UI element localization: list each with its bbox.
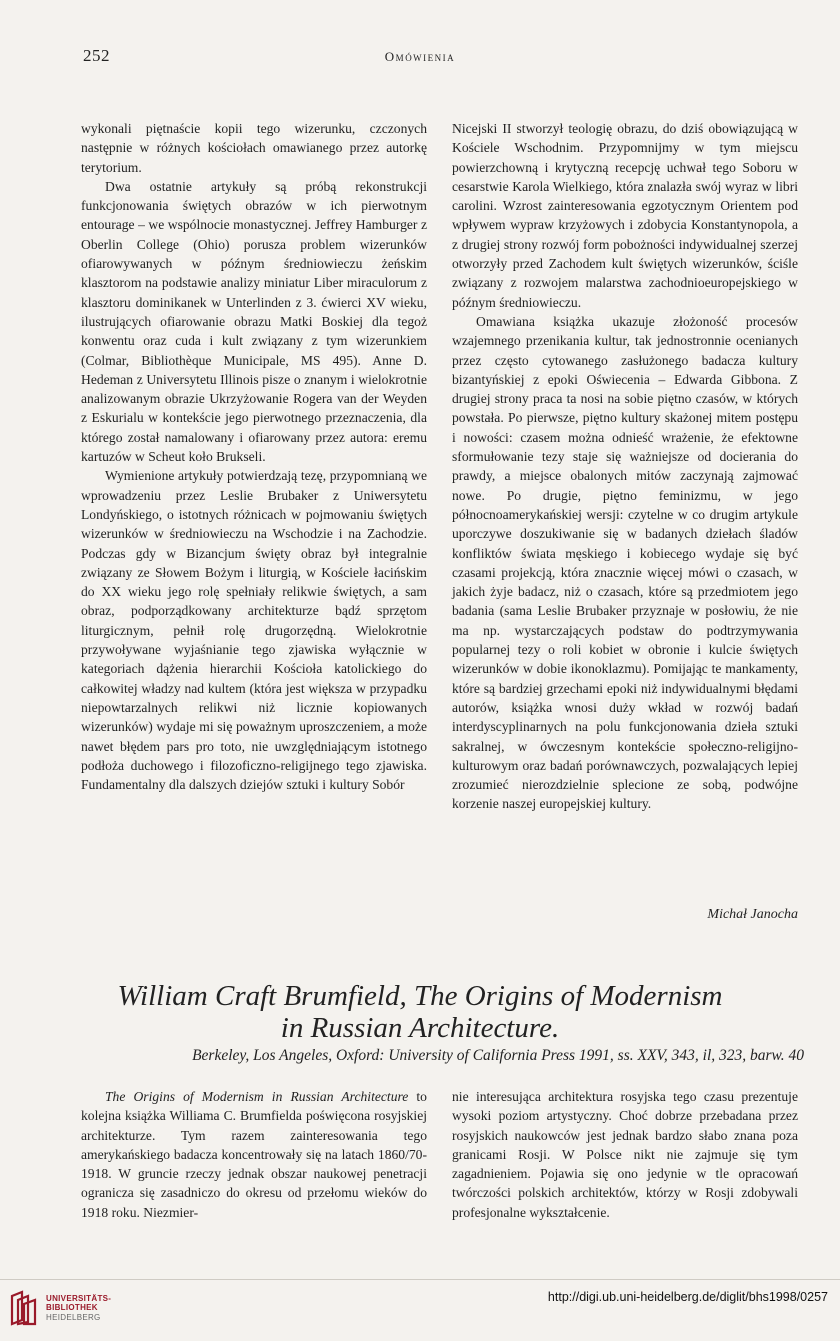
paragraph: wykonali piętnaście kopii tego wizerunku, czczonych następnie w różnych kościołach omawianego przez autorkę terytorium. (81, 121, 427, 175)
review-title-line: in Russian Architecture. (280, 1012, 560, 1044)
paragraph: Wymienione artykuły potwierdzają tezę, przypomnianą we wprowadzeniu przez Leslie Brubaker z Uniwersytetu Londyńskiego, o istotnych różnicach w pojmowaniu świętych wizerunków w średniowieczu na Wschodzie i na Zachodzie. Podczas gdy w Bizancjum święty obraz był integralnie związany ze Słowem Bożym i liturgią, w Kościele łacińskim do XX wieku jego rolę spełniały relikwie świętych, a sam obraz, podporządkowany architekturze bądź sprzętom liturgicznym, pełnił rolę drugorzędną. Wielokrotnie przywoływane wyjaśnianie tego zjawiska wyłącznie w kategoriach dążenia hierarchii Kościoła katolickiego do całkowitej władzy nad kultem (która jest większa w przypadku niepowtarzalnych relikwi niż licznie kopiowanych wizerunków) wydaje mi się poważnym uproszczeniem, a może nawet błędem pars pro toto, nie uwzględniającym istotnego podłoża duchowego i filozoficzno-religijnego tego zjawiska. Fundamentalny dla dalszych dziejów sztuki i kultury Sobór (81, 468, 427, 793)
running-head: Omówienia (384, 49, 456, 64)
paragraph: Nicejski II stworzył teologię obrazu, do dziś obowiązującą w Kościele Wschodnim. Przypomnijmy w tym miejscu powierzchowną i krytyczną recepcję uchwał tego Soboru w cesarstwie Karola Wielkiego, która znalazła swój wyraz w libri carolini. Wzrost zainteresowania egzotycznym Orientem pod wpływem wypraw krzyżowych i zdobycia Konstantynopola, a z drugiej strony rozwój form pobożności indywidualnej szerzej otworzyły przed Zachodem kult świętych wizerunków, ściśle związany z rozwojem malarstwa zachodnioeuropejskiego w późnym średniowieczu. (452, 121, 798, 310)
previous-review-left-column (81, 119, 427, 794)
source-url-link[interactable]: http://digi.ub.uni-heidelberg.de/diglit/bhs1998/0257 (547, 1290, 828, 1304)
book-title: The Origins of Modernism in Russian Architecture (105, 1089, 409, 1104)
review-title-line: William Craft Brumfield, The Origins of Modernism (117, 980, 723, 1012)
library-name-line: BIBLIOTHEK (46, 1303, 98, 1313)
page-number: 252 (83, 46, 110, 65)
footer-divider (0, 1279, 840, 1280)
publication-details: Berkeley, Los Angeles, Oxford: University of California Press 1991, ss. XXV, 343, il, 323, barw. 40 (192, 1047, 804, 1064)
paragraph (81, 1087, 427, 1222)
paragraph: Omawiana książka ukazuje złożoność procesów wzajemnego przenikania kultur, tak jednostronnie ocenianych przez często cytowanego zasłużonego badacza kultury bizantyńskiej z epoki Oświecenia – Edwarda Gibbona. Z drugiej strony praca ta nosi na sobie piętno czasów, w których powstała. Po pierwsze, piętno kultury skażonej mitem postępu i nowości: czasem można odnieść wrażenie, że efektowne sformułowanie tezy staje się ważniejsze od docierania do prawdy, a miejsce obalonych mitów zaczynają zajmować nowe. Po drugie, piętno feminizmu, w jego północnoamerykańskiej wersji: czytelne w co drugim artykule uporczywe doszukiwanie się w badanych dziełach śladów konfliktów świata męskiego i kobiecego wydaje się być czasami projekcją, która znacznie więcej mówi o czasach, w jakich żyje badacz, niż o czasach, które są przedmiotem jego badania (sama Leslie Brubaker przyznaje w posłowiu, że nie ma np. wystarczających podstaw do podtrzymywania popularnej tezy o roli kobiet w obronie i kulcie świętych wizerunków w dobie ikonoklazmu). Pomijając te mankamenty, które są bardziej grzechami epoki niż indywidualnymi błędami autorów, książka wnosi duży wkład w rozwój badań interdyscyplinarnych na polu funkcjonowania dzieła sztuki sakralnej, w ówczesnym kontekście społeczno-religijno-kulturowym oraz badań porównawczych, pozwalających lepiej zrozumieć nierozdzielnie splecione ze sobą, podwójne korzenie naszej europejskiej kultury. (452, 313, 798, 812)
previous-review-right-column (452, 119, 798, 814)
review-right-column (452, 1087, 798, 1222)
library-name (46, 1294, 111, 1323)
paragraph: nie interesująca architektura rosyjska tego czasu prezentuje wysoki poziom artystyczny. Choć dobrze przebadana przez rosyjskich naukowców jest jednak bardzo słabo znana poza granicami Rosji. W Polsce nikt nie zajmuje się tym zagadnieniem. Pojawia się ono jedynie w tle opracowań twórczości polskich architektów, którzy w Rosji zdobywali profesjonalne wykształcenie. (452, 1089, 798, 1220)
library-emblem-icon (8, 1288, 40, 1328)
paragraph: Dwa ostatnie artykuły są próbą rekonstrukcji funkcjonowania świętych obrazów w ich pierwotnym entourage – we wspólnocie monastycznej. Jeffrey Hamburger z Oberlin College (Ohio) porusza problem wizerunków ofiarowywanych w późnym średniowieczu żeńskim klasztorom na podstawie analizy miniatur Liber miraculorum z klasztoru dominikanek w Unterlinden z 3. ćwierci XV wieku, ilustrujących ofiarowanie obrazu Matki Boskiej dla tegoż konwentu oraz cuda i kult związany z tym wizerunkiem (Colmar, Bibliothèque Municipale, MS 495). Anne D. Hedeman z Universytetu Illinois pisze o znanym i wielokrotnie analizowanym obrazie Ukrzyżowanie Rogera van der Weyden z Eskurialu w kontekście jego pierwotnego przeznaczenia, dla którego został namalowany i ofiarowany przez autora: eremu kartuzów w Scheut koło Brukseli. (81, 178, 427, 465)
library-logo[interactable] (8, 1288, 111, 1328)
paragraph-text: to kolejna książka Williama C. Brumfielda poświęcona rosyjskiej architekturze. Tym razem zainteresowania tego amerykańskiego badacza koncentrowały się na latach 1860/70-1918. W gruncie rzeczy jednak obszar naukowej penetracji ogranicza się zasadniczo do okresu od przełomu wieków do 1918 roku. Niezmier- (81, 1089, 427, 1220)
reviewer-signature: Michał Janocha (707, 907, 798, 922)
review-title (40, 980, 800, 1044)
review-left-column (81, 1087, 427, 1222)
library-name-line: UNIVERSITÄTS- (46, 1293, 112, 1303)
library-name-line: HEIDELBERG (46, 1312, 101, 1322)
